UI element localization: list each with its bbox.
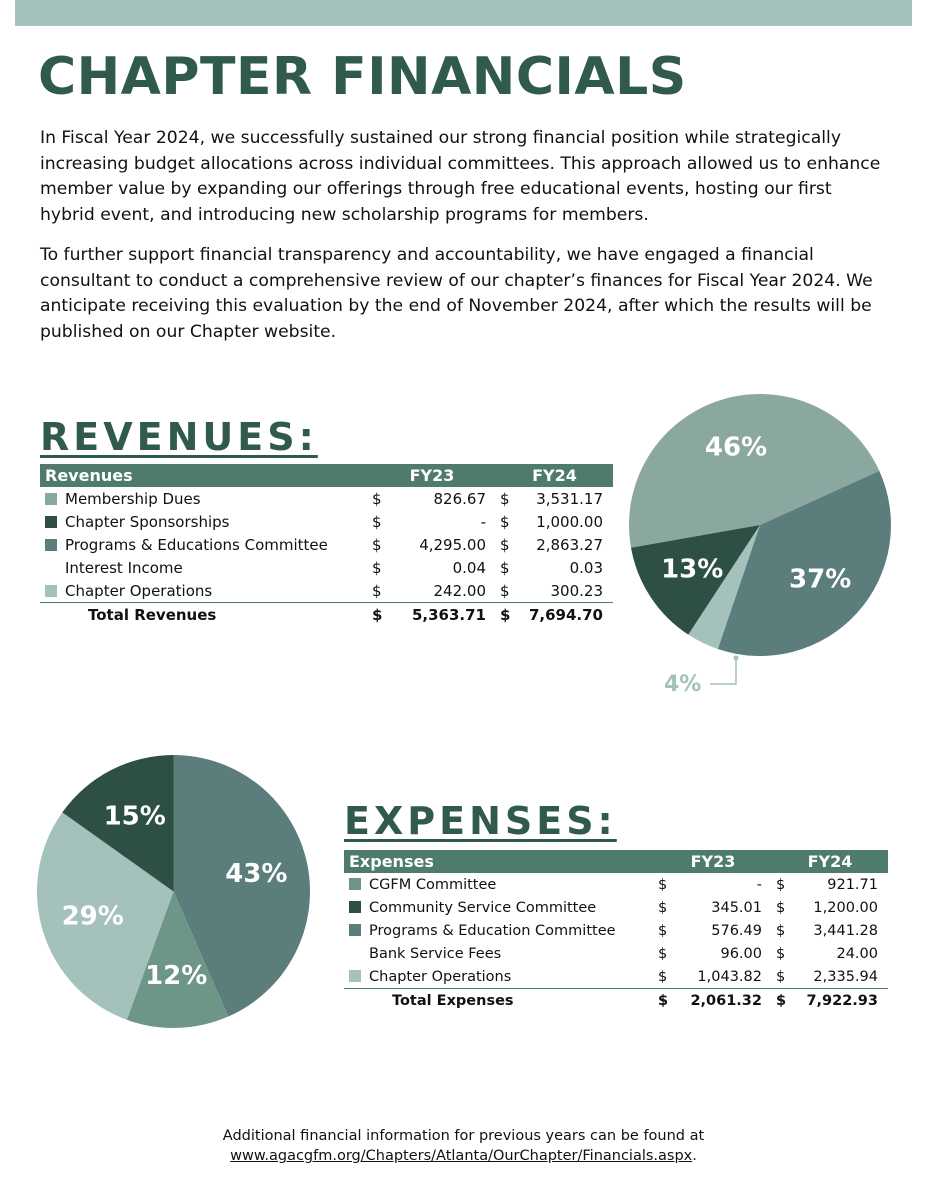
- currency-symbol: $: [658, 945, 668, 962]
- table-row: [344, 873, 888, 896]
- fy23-value: 0.04: [452, 558, 486, 577]
- fy24-value: 3,441.28: [813, 922, 878, 939]
- revenues-pie-chart: [628, 393, 892, 657]
- row-label: [344, 873, 654, 896]
- table-row: [40, 487, 613, 510]
- pie-callout-label: 4%: [664, 672, 702, 697]
- currency-symbol: $: [372, 558, 382, 577]
- total-label: Total Expenses: [344, 989, 654, 1013]
- fy24-header: FY24: [496, 464, 613, 487]
- footer-period: .: [692, 1148, 697, 1164]
- currency-symbol: $: [654, 989, 678, 1013]
- currency-symbol: $: [776, 968, 786, 985]
- pie-slice-label: 12%: [145, 961, 208, 992]
- fy23-header: FY23: [368, 464, 496, 487]
- expenses-header-label: Expenses: [344, 850, 654, 873]
- fy23-value: -: [756, 876, 762, 893]
- row-label-text: Chapter Operations: [369, 968, 512, 985]
- fy23-total: 5,363.71: [392, 603, 496, 627]
- table-row: [40, 510, 613, 533]
- pie-slice-label: 43%: [225, 859, 288, 890]
- row-label: [40, 579, 368, 603]
- row-label-text: Interest Income: [65, 558, 183, 577]
- legend-swatch: [45, 585, 57, 597]
- row-label: [40, 533, 368, 556]
- row-label-text: Membership Dues: [65, 489, 201, 508]
- footer-text: Additional financial information for previous years can be found at: [222, 1128, 705, 1144]
- currency-symbol: $: [496, 603, 520, 627]
- row-label-text: Community Service Committee: [369, 899, 597, 916]
- fy24-value: 24.00: [836, 945, 878, 962]
- intro-paragraph: In Fiscal Year 2024, we successfully sustained our strong financial position while strategically increasing budget allocations across individual committees. This approach allowed us to enhance member value by expanding our offerings through free educational events, hosting our first hybrid event, and introducing new scholarship programs for members.: [40, 128, 881, 225]
- table-header-row: [344, 850, 888, 873]
- fy24-value: 0.03: [569, 558, 603, 577]
- total-label: Total Revenues: [40, 603, 368, 627]
- revenues-header-label: Revenues: [40, 464, 368, 487]
- fy24-header: FY24: [772, 850, 888, 873]
- table-row: [344, 896, 888, 919]
- pie-slice-label: 15%: [103, 801, 166, 832]
- row-label: [40, 510, 368, 533]
- table-row: [40, 533, 613, 556]
- row-label: [344, 919, 654, 942]
- total-row: [40, 603, 613, 627]
- revenues-heading: REVENUES:: [40, 415, 318, 459]
- fy24-value: 2,863.27: [536, 535, 603, 554]
- fy24-value: 300.23: [550, 581, 603, 600]
- fy24-total: 7,922.93: [796, 989, 888, 1013]
- currency-symbol: $: [372, 489, 382, 508]
- currency-symbol: $: [368, 603, 392, 627]
- row-label: [40, 556, 368, 579]
- currency-symbol: $: [776, 945, 786, 962]
- fy24-value: 3,531.17: [536, 489, 603, 508]
- footer-note: [0, 1126, 927, 1166]
- pie-slice-label: 13%: [661, 554, 724, 585]
- fy23-header: FY23: [654, 850, 772, 873]
- currency-symbol: $: [658, 876, 668, 893]
- table-row: [344, 965, 888, 989]
- revenues-table: [40, 464, 613, 626]
- row-label: [344, 896, 654, 919]
- fy23-value: 1,043.82: [697, 968, 762, 985]
- legend-swatch: [45, 516, 57, 528]
- row-label-text: Programs & Educations Committee: [65, 535, 328, 554]
- currency-symbol: $: [372, 581, 382, 600]
- row-label: [344, 965, 654, 989]
- table-header-row: [40, 464, 613, 487]
- expenses-table: [344, 850, 888, 1012]
- fy23-value: 345.01: [711, 899, 762, 916]
- pie-slice-label: 29%: [61, 901, 124, 932]
- expenses-heading: EXPENSES:: [344, 799, 617, 843]
- currency-symbol: $: [500, 581, 510, 600]
- legend-swatch: [45, 493, 57, 505]
- fy23-value: 242.00: [433, 581, 486, 600]
- table-row: [344, 942, 888, 965]
- currency-symbol: $: [658, 922, 668, 939]
- fy24-value: 1,200.00: [813, 899, 878, 916]
- currency-symbol: $: [500, 512, 510, 531]
- fy24-total: 7,694.70: [520, 603, 613, 627]
- fy23-value: 576.49: [711, 922, 762, 939]
- top-banner-bar: [15, 0, 912, 26]
- row-label-text: Programs & Education Committee: [369, 922, 616, 939]
- currency-symbol: $: [776, 899, 786, 916]
- financials-link[interactable]: www.agacgfm.org/Chapters/Atlanta/OurChapter/Financials.aspx: [230, 1148, 693, 1164]
- page-title: CHAPTER FINANCIALS: [38, 47, 687, 107]
- legend-swatch: [349, 901, 361, 913]
- fy23-value: 96.00: [720, 945, 762, 962]
- table-row: [40, 579, 613, 603]
- total-row: [344, 989, 888, 1013]
- fy23-total: 2,061.32: [678, 989, 772, 1013]
- legend-swatch: [349, 878, 361, 890]
- table-row: [40, 556, 613, 579]
- fy24-value: 1,000.00: [536, 512, 603, 531]
- row-label-text: Chapter Operations: [65, 581, 213, 600]
- fy24-value: 921.71: [827, 876, 878, 893]
- row-label-text: Bank Service Fees: [369, 945, 502, 962]
- currency-symbol: $: [500, 558, 510, 577]
- transparency-paragraph: To further support financial transparency and accountability, we have engaged a financial consultant to conduct a comprehensive review of our chapter’s finances for Fiscal Year 2024. We anticipate receiving this evaluation by the end of November 2024, after which the results will be published on our Chapter website.: [40, 245, 873, 342]
- row-label: [40, 487, 368, 510]
- currency-symbol: $: [372, 535, 382, 554]
- row-label-text: Chapter Sponsorships: [65, 512, 230, 531]
- currency-symbol: $: [500, 535, 510, 554]
- row-label: [344, 942, 654, 965]
- currency-symbol: $: [776, 876, 786, 893]
- row-label-text: CGFM Committee: [369, 876, 497, 893]
- table-row: [344, 919, 888, 942]
- currency-symbol: $: [500, 489, 510, 508]
- currency-symbol: $: [776, 922, 786, 939]
- pie-slice-label: 37%: [789, 564, 852, 595]
- currency-symbol: $: [772, 989, 796, 1013]
- legend-swatch: [45, 539, 57, 551]
- fy24-value: 2,335.94: [813, 968, 878, 985]
- fy23-value: -: [480, 512, 486, 531]
- legend-swatch: [349, 970, 361, 982]
- currency-symbol: $: [658, 899, 668, 916]
- fy23-value: 826.67: [433, 489, 486, 508]
- currency-symbol: $: [372, 512, 382, 531]
- pie-slice-label: 46%: [704, 432, 768, 463]
- legend-swatch: [349, 924, 361, 936]
- currency-symbol: $: [658, 968, 668, 985]
- fy23-value: 4,295.00: [419, 535, 486, 554]
- expenses-pie-chart: [36, 754, 311, 1029]
